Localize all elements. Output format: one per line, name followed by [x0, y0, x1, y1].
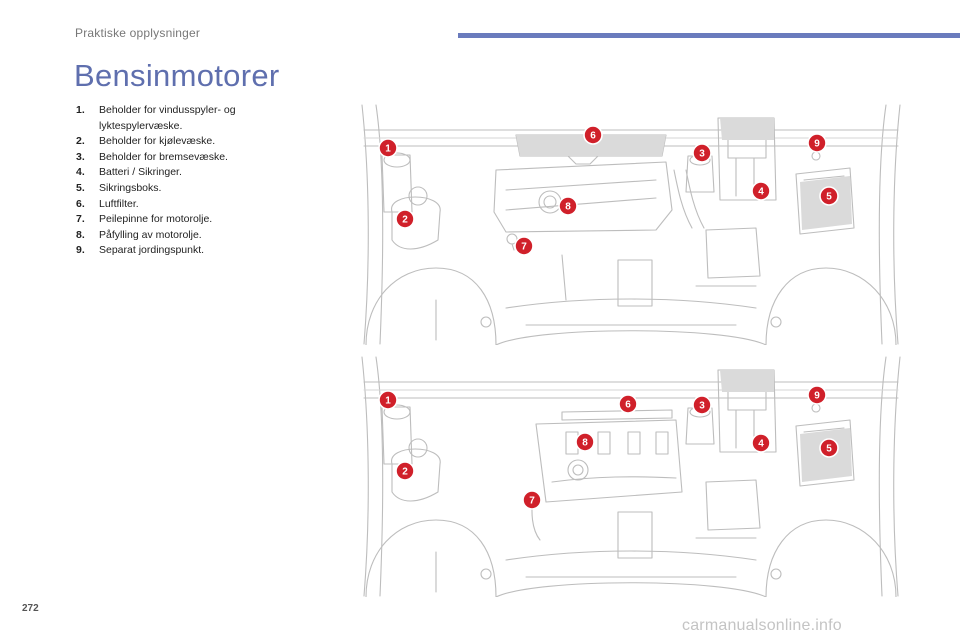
callout-marker-1	[379, 391, 397, 409]
callout-marker-2	[396, 462, 414, 480]
callout-label: 8	[582, 437, 588, 449]
legend-number: 8.	[76, 228, 85, 241]
callout-label: 7	[521, 241, 527, 253]
callout-label: 2	[402, 466, 408, 478]
callout-marker-2	[396, 210, 414, 228]
legend-number: 9.	[76, 244, 85, 257]
legend-item	[76, 197, 286, 213]
legend-text: Batteri / Sikringer.	[99, 166, 182, 179]
legend-item	[76, 212, 286, 228]
callout-label: 6	[625, 399, 631, 411]
legend-item	[76, 228, 286, 244]
legend-number: 2.	[76, 135, 85, 148]
legend-text: Påfylling av motorolje.	[99, 228, 202, 241]
legend-number: 3.	[76, 150, 85, 163]
callout-label: 3	[699, 148, 705, 160]
engine-bay-diagram-bottom	[356, 352, 906, 597]
callout-marker-8	[576, 433, 594, 451]
callout-label: 5	[826, 443, 832, 455]
engine-bay-illustration	[356, 352, 906, 597]
callout-marker-1	[379, 139, 397, 157]
callout-label: 2	[402, 214, 408, 226]
callout-label: 9	[814, 390, 820, 402]
engine-bay-diagram-top	[356, 100, 906, 345]
callout-marker-7	[523, 491, 541, 509]
callout-marker-6	[619, 395, 637, 413]
section-header: Praktiske opplysninger	[75, 26, 201, 40]
callout-marker-6	[584, 126, 602, 144]
legend-text: Separat jordingspunkt.	[99, 244, 205, 257]
watermark-text[interactable]: carmanualsonline.info	[682, 617, 842, 634]
callout-marker-7	[515, 237, 533, 255]
legend-text: Beholder for bremsevæske.	[99, 150, 228, 163]
callout-label: 9	[814, 138, 820, 150]
callout-marker-4	[752, 434, 770, 452]
legend-item	[76, 134, 286, 150]
legend-text: Sikringsboks.	[99, 181, 162, 194]
legend-number: 1.	[76, 104, 85, 116]
legend-number: 4.	[76, 166, 85, 179]
callout-marker-9	[808, 134, 826, 152]
legend-number: 5.	[76, 181, 85, 194]
engine-bay-illustration	[356, 100, 906, 345]
callout-label: 4	[758, 438, 764, 450]
callout-label: 4	[758, 186, 764, 198]
callout-label: 7	[529, 495, 535, 507]
legend-item	[76, 103, 286, 134]
header-bar	[458, 33, 960, 38]
component-legend	[76, 103, 286, 259]
legend-text: Beholder for kjølevæske.	[99, 135, 216, 148]
callout-marker-4	[752, 182, 770, 200]
legend-item	[76, 181, 286, 197]
callout-marker-8	[559, 197, 577, 215]
legend-item	[76, 243, 286, 259]
legend-text: Peilepinne for motorolje.	[99, 213, 213, 226]
callout-marker-3	[693, 144, 711, 162]
callout-label: 3	[699, 400, 705, 412]
callout-label: 8	[565, 201, 571, 213]
legend-number: 7.	[76, 213, 85, 226]
legend-number: 6.	[76, 197, 85, 210]
callout-label: 1	[385, 395, 391, 407]
callout-marker-5	[820, 187, 838, 205]
callout-label: 6	[590, 130, 596, 142]
callout-label: 5	[826, 191, 832, 203]
page-number: 272	[22, 603, 39, 614]
legend-item	[76, 150, 286, 166]
callout-marker-9	[808, 386, 826, 404]
legend-item	[76, 165, 286, 181]
legend-text: Luftfilter.	[99, 197, 139, 210]
callout-marker-5	[820, 439, 838, 457]
legend-text: Beholder for vindusspyler- og lyktespylervæske.	[99, 104, 236, 132]
page-title: Bensinmotorer	[74, 58, 280, 93]
callout-label: 1	[385, 143, 391, 155]
callout-marker-3	[693, 396, 711, 414]
